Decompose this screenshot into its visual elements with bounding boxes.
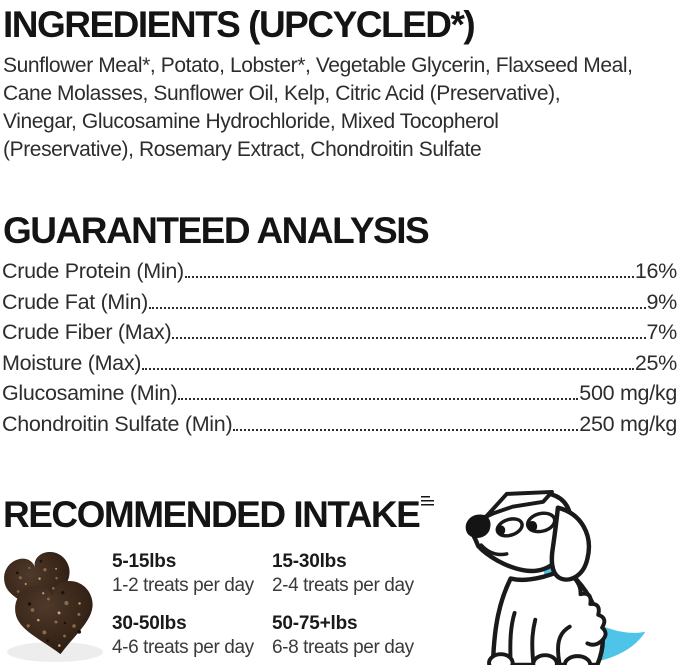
intake-weight: 30-50lbs [112, 613, 187, 634]
analysis-value: 7% [646, 320, 677, 344]
dot-leader [185, 276, 634, 278]
analysis-label: Moisture (Max) [2, 350, 142, 375]
dot-leader [172, 337, 645, 339]
ingredients-line: Vinegar, Glucosamine Hydrochloride, Mixed Tocopherol [3, 110, 499, 133]
analysis-label: Glucosamine (Min) [2, 381, 178, 405]
intake-weight: 5-15lbs [112, 551, 177, 572]
analysis-label: Crude Fat (Min) [2, 289, 149, 314]
intake-grid [112, 552, 442, 657]
tiny-lines-icon [421, 496, 434, 507]
analysis-value: 250 mg/kg [579, 411, 677, 436]
analysis-label: Crude Fiber (Max) [2, 320, 172, 344]
analysis-value: 25% [634, 350, 677, 375]
analysis-value: 9% [646, 289, 677, 314]
analysis-row [2, 351, 677, 382]
treats-photo [0, 552, 110, 665]
intake-amount: 1-2 treats per day [112, 575, 254, 596]
analysis-row [2, 290, 677, 321]
dot-leader [233, 429, 578, 431]
ingredients-line: Sunflower Meal*, Potato, Lobster*, Vegetable Glycerin, Flaxseed Meal, [3, 54, 633, 77]
intake-amount: 2-4 treats per day [272, 575, 414, 596]
ingredients-list [3, 52, 679, 164]
dot-leader [142, 368, 634, 370]
intake-amount: 6-8 treats per day [272, 637, 414, 658]
guaranteed-analysis-table [2, 259, 677, 442]
analysis-row [2, 381, 677, 412]
analysis-label: Crude Protein (Min) [2, 259, 184, 283]
intake-cell [272, 614, 442, 657]
intake-weight: 50-75+lbs [272, 613, 358, 634]
intake-amount: 4-6 treats per day [112, 637, 254, 658]
dot-leader [149, 307, 645, 309]
recommended-intake-heading: RECOMMENDED INTAKE [3, 494, 420, 535]
analysis-value: 16% [634, 259, 677, 283]
analysis-value: 500 mg/kg [579, 381, 677, 405]
recommended-intake-heading-row [3, 494, 434, 536]
ingredients-line: (Preservative), Rosemary Extract, Chondroitin Sulfate [3, 138, 482, 161]
analysis-label: Chondroitin Sulfate (Min) [2, 411, 233, 436]
analysis-row [2, 259, 677, 290]
ingredients-line: Cane Molasses, Sunflower Oil, Kelp, Citric Acid (Preservative), [3, 82, 561, 105]
cartoon-dog-illustration [448, 488, 653, 665]
guaranteed-analysis-heading: GUARANTEED ANALYSIS [3, 210, 429, 251]
ingredients-heading: INGREDIENTS (UPCYCLED*) [3, 4, 475, 45]
intake-weight: 15-30lbs [272, 551, 347, 572]
intake-cell [272, 552, 442, 595]
intake-cell [112, 614, 272, 657]
dot-leader [178, 398, 578, 400]
intake-cell [112, 552, 272, 595]
analysis-row [2, 320, 677, 351]
analysis-row [2, 412, 677, 443]
